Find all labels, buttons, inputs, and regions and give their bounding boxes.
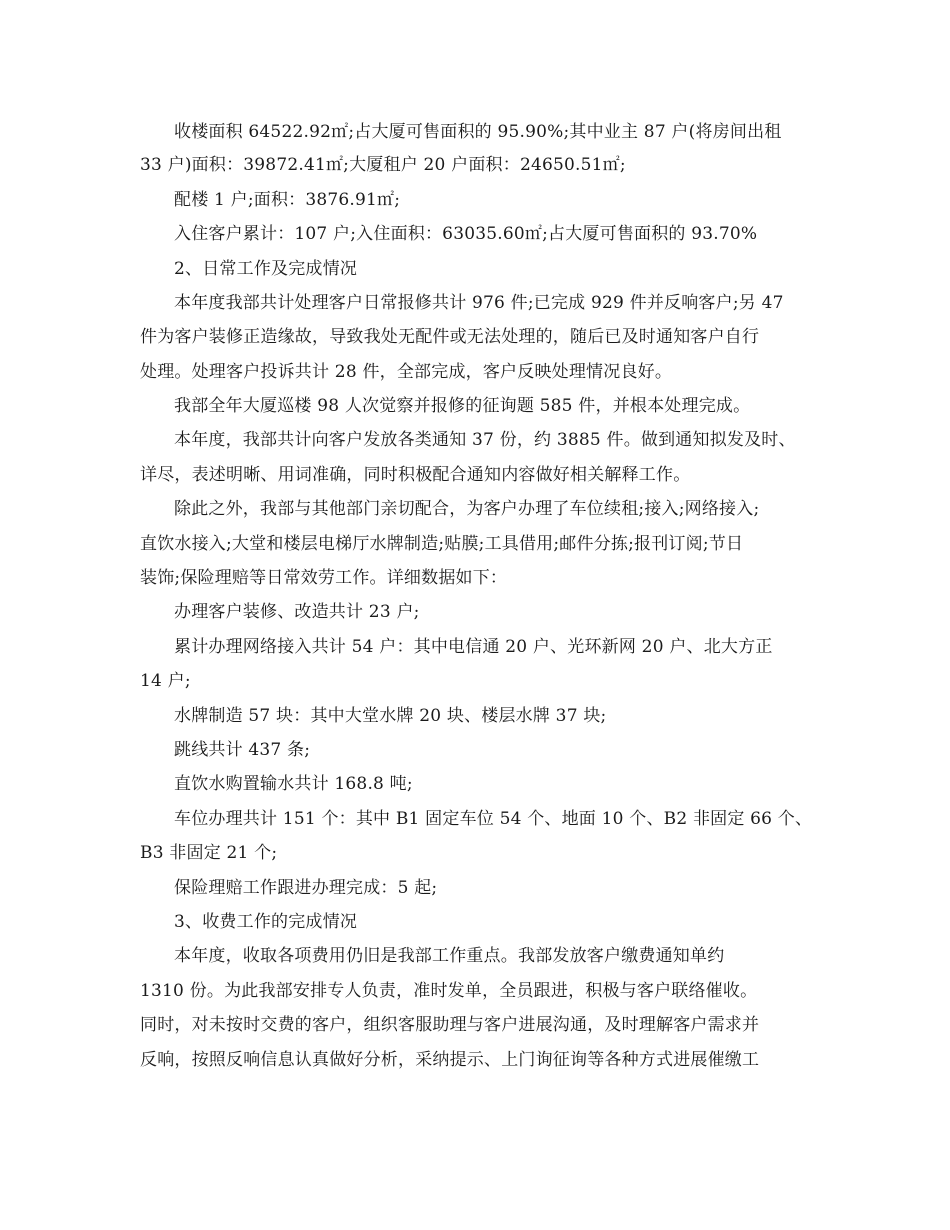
- section-heading: 3、收费工作的完成情况: [174, 912, 358, 932]
- text-line: 本年度我部共计处理客户日常报修共计 976 件;已完成 929 件并反响客户;另 47: [174, 293, 784, 313]
- text-line: 本年度，我部共计向客户发放各类通知 37 份，约 3885 件。做到通知拟发及时、: [174, 430, 796, 450]
- text-line: 收楼面积 64522.92㎡;占大厦可售面积的 95.90%;其中业主 87 户(将房间出租: [174, 122, 782, 142]
- text-line: 水牌制造 57 块：其中大堂水牌 20 块、楼层水牌 37 块;: [174, 706, 607, 726]
- text-line: 保险理赔工作跟进办理完成：5 起;: [174, 878, 438, 898]
- text-line: 件为客户装修正造缘故，导致我处无配件或无法处理的，随后已及时通知客户自行: [140, 327, 760, 347]
- text-line: 入住客户累计：107 户;入住面积：63035.60㎡;占大厦可售面积的 93.70%: [174, 224, 758, 244]
- text-line: 除此之外，我部与其他部门亲切配合，为客户办理了车位续租;接入;网络接入;: [174, 499, 760, 519]
- text-line: 装饰;保险理赔等日常效劳工作。详细数据如下：: [140, 568, 508, 588]
- text-line: 33 户)面积：39872.41㎡;大厦租户 20 户面积：24650.51㎡;: [140, 155, 626, 175]
- text-line: 直饮水接入;大堂和楼层电梯厅水牌制造;贴膜;工具借用;邮件分拣;报刊订阅;节日: [140, 534, 744, 554]
- text-line: 同时，对未按时交费的客户，组织客服助理与客户进展沟通，及时理解客户需求并: [140, 1015, 760, 1035]
- text-line: 详尽，表述明晰、用词准确，同时积极配合通知内容做好相关解释工作。: [140, 465, 691, 485]
- text-line: 直饮水购置输水共计 168.8 吨;: [174, 774, 413, 794]
- text-line: 办理客户装修、改造共计 23 户;: [174, 602, 420, 622]
- section-heading: 2、日常工作及完成情况: [174, 259, 358, 279]
- text-line: 累计办理网络接入共计 54 户：其中电信通 20 户、光环新网 20 户、北大方正: [174, 637, 773, 657]
- text-line: 14 户;: [140, 671, 191, 691]
- text-line: 车位办理共计 151 个：其中 B1 固定车位 54 个、地面 10 个、B2 非固定 66 个、: [174, 809, 813, 829]
- text-line: 我部全年大厦巡楼 98 人次觉察并报修的征询题 585 件，并根本处理完成。: [174, 396, 751, 416]
- text-line: 1310 份。为此我部安排专人负责，准时发单，全员跟进，积极与客户联络催收。: [140, 981, 758, 1001]
- text-line: 跳线共计 437 条;: [174, 740, 311, 760]
- text-line: 本年度，收取各项费用仍旧是我部工作重点。我部发放客户缴费通知单约: [174, 946, 725, 966]
- text-line: 处理。处理客户投诉共计 28 件，全部完成，客户反映处理情况良好。: [140, 362, 673, 382]
- text-line: 反响，按照反响信息认真做好分析，采纳提示、上门询征询等各种方式进展催缴工: [140, 1050, 760, 1070]
- text-line: B3 非固定 21 个;: [140, 843, 278, 863]
- text-line: 配楼 1 户;面积：3876.91㎡;: [174, 190, 401, 210]
